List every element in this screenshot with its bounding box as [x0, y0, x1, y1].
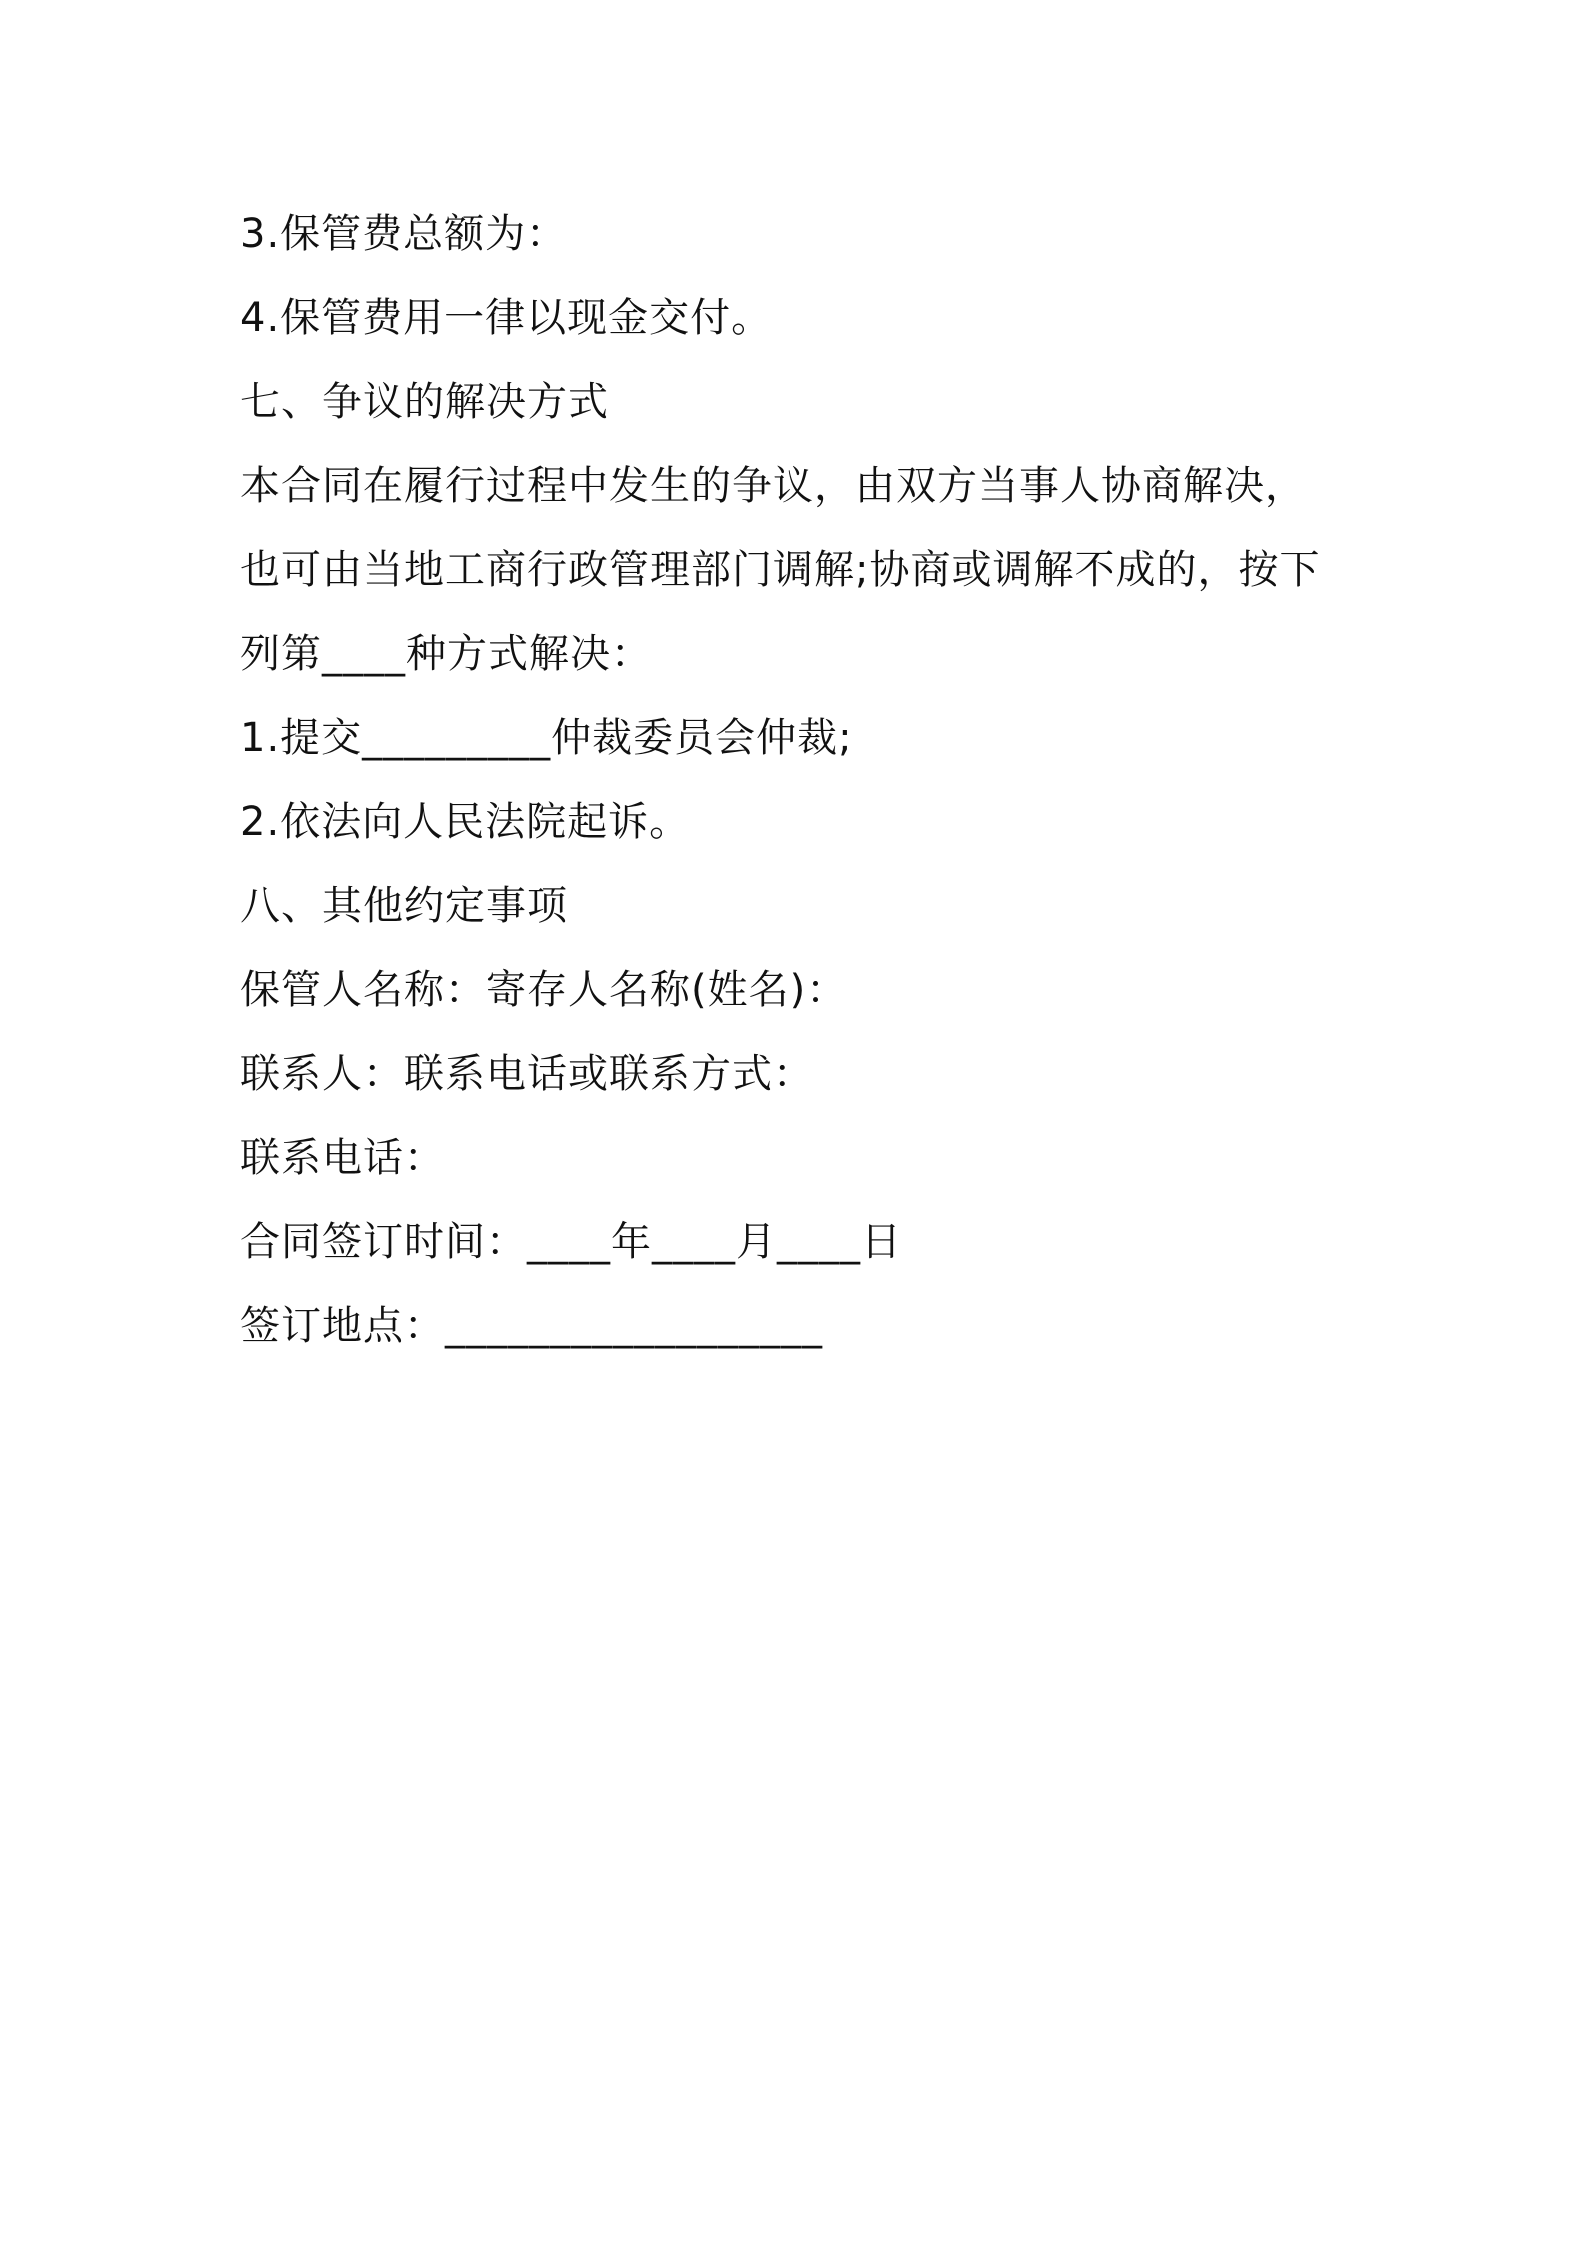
litigation-option-line: 2.依法向人民法院起诉。: [240, 799, 691, 845]
document-body: [240, 192, 1360, 1368]
paragraph-line: 列第____种方式解决：: [240, 631, 652, 677]
contact-phone-line: 联系电话：: [240, 1135, 445, 1181]
section-heading-other: 八、其他约定事项: [240, 883, 568, 929]
arbitration-option-line: 1.提交_________仲裁委员会仲裁;: [240, 715, 853, 761]
signing-place-line: 签订地点：__________________: [240, 1303, 823, 1349]
signing-date-line: 合同签订时间：____年____月____日: [240, 1219, 902, 1265]
contact-person-line: 联系人：联系电话或联系方式：: [240, 1051, 814, 1097]
section-heading-dispute: 七、争议的解决方式: [240, 379, 609, 425]
paragraph-line: 也可由当地工商行政管理部门调解;协商或调解不成的，按下: [240, 547, 1321, 593]
paragraph-line: 本合同在履行过程中发生的争议，由双方当事人协商解决，: [240, 463, 1306, 509]
fee-payment-line: 4.保管费用一律以现金交付。: [240, 295, 773, 341]
party-names-line: 保管人名称：寄存人名称(姓名)：: [240, 967, 848, 1013]
fee-total-line: 3.保管费总额为：: [240, 211, 568, 257]
